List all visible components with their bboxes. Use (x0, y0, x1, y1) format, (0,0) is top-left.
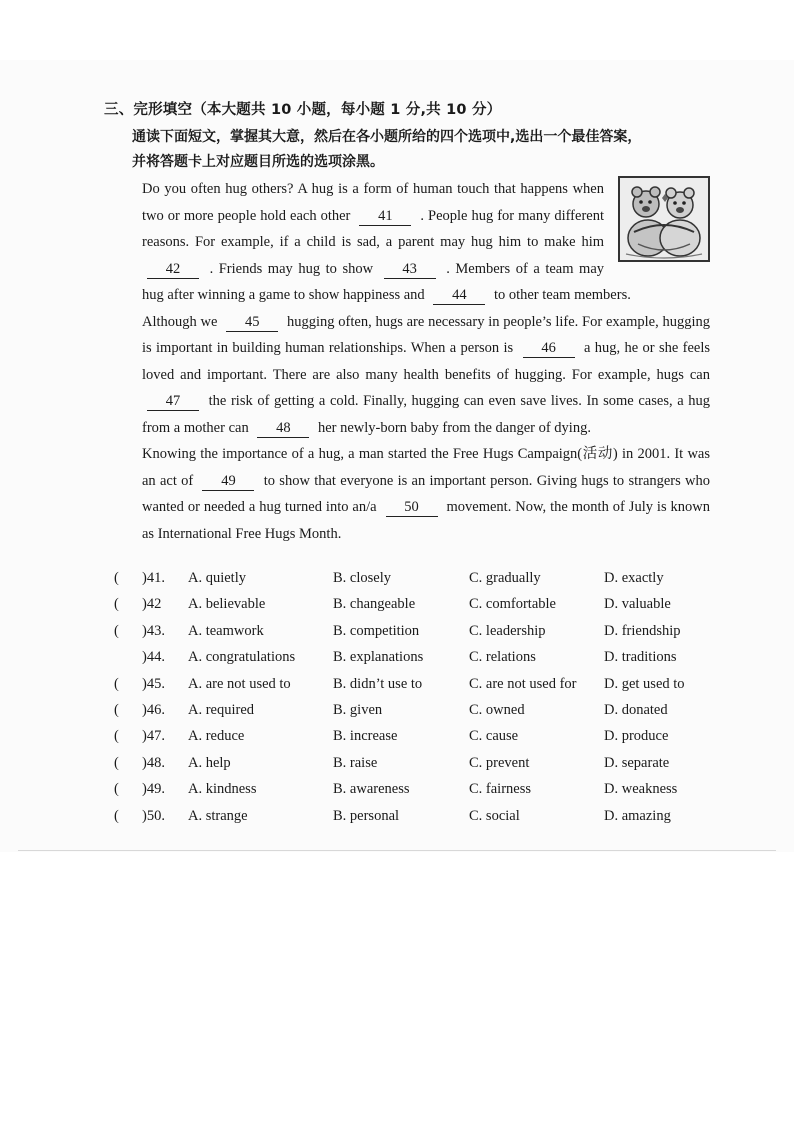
question-row (112, 570, 712, 596)
bears-hugging-illustration (618, 176, 710, 262)
option-d[interactable]: D. friendship (604, 622, 681, 639)
instructions-line-2: 并将答题卡上对应题目所选的选项涂黑。 (132, 154, 384, 170)
option-c[interactable]: C. comfortable (469, 596, 556, 613)
question-number: )49. (142, 781, 165, 798)
question-row (112, 781, 712, 807)
question-row (112, 728, 712, 754)
option-a[interactable]: A. teamwork (188, 622, 264, 639)
option-b[interactable]: B. changeable (333, 596, 416, 613)
option-a[interactable]: A. reduce (188, 728, 245, 745)
passage-text: Knowing the importance of a hug, a man started the Free Hugs Campaign(活动) in 2001. It was an act of (142, 446, 710, 489)
sheet-bottom-divider (18, 850, 776, 851)
option-c[interactable]: C. prevent (469, 754, 530, 771)
option-c[interactable]: C. gradually (469, 570, 541, 586)
blank-49: 49 (202, 472, 254, 491)
option-b[interactable]: B. personal (333, 807, 400, 824)
blank-48: 48 (257, 419, 309, 438)
option-b[interactable]: B. didn’t use to (333, 675, 423, 692)
question-row (112, 702, 712, 728)
answer-paren[interactable]: ( (114, 570, 119, 586)
passage-text: to show that everyone is an important person. Giving hugs to strangers who wanted or needed a hug turned into an/a (142, 472, 711, 515)
passage-text: to other team members. (493, 287, 631, 303)
blank-47: 47 (147, 392, 199, 411)
option-a[interactable]: A. help (188, 754, 231, 771)
paragraph-2 (112, 309, 710, 442)
blank-42: 42 (147, 260, 199, 279)
option-d[interactable]: D. weakness (604, 781, 678, 798)
instructions-line-1: 通读下面短文，掌握其大意，然后在各小题所给的四个选项中,选出一个最佳答案， (132, 129, 642, 145)
answer-paren[interactable]: ( (114, 675, 119, 692)
option-d[interactable]: D. produce (604, 728, 669, 745)
question-row (112, 676, 712, 702)
question-number: )47. (142, 728, 165, 745)
option-b[interactable]: B. competition (333, 622, 420, 639)
question-row (112, 649, 712, 675)
question-number: )46. (142, 701, 165, 718)
bears-hugging-icon (620, 178, 708, 260)
answer-paren[interactable]: ( (114, 754, 119, 771)
blank-45: 45 (226, 313, 278, 332)
question-number: )45. (142, 675, 165, 692)
question-number: )50. (142, 807, 165, 824)
passage-text: Do you often hug others? A hug is a form of human touch that happens when two or more people hold each other (142, 181, 604, 224)
option-d[interactable]: D. separate (604, 754, 670, 771)
option-d[interactable]: D. exactly (604, 570, 664, 586)
section-title: 三、完形填空（本大题共 10 小题，每小题 1 分,共 10 分） (104, 102, 502, 118)
option-b[interactable]: B. closely (333, 570, 391, 586)
passage-text: . Members of a team may hug after winning a game to show happiness and (142, 260, 605, 303)
question-number: )41. (142, 570, 165, 586)
question-row (112, 808, 712, 834)
option-c[interactable]: C. cause (469, 728, 519, 745)
option-c[interactable]: C. social (469, 807, 520, 824)
answer-paren[interactable]: ( (114, 807, 119, 824)
paragraph-3 (112, 441, 710, 547)
cloze-passage (112, 176, 710, 547)
passage-text: . Friends may hug to show (209, 260, 374, 277)
question-number: )43. (142, 622, 165, 639)
answer-paren[interactable]: ( (114, 622, 119, 639)
answer-paren[interactable]: ( (114, 781, 119, 798)
option-b[interactable]: B. increase (333, 728, 398, 745)
option-d[interactable]: D. traditions (604, 649, 677, 666)
option-c[interactable]: C. leadership (469, 622, 546, 639)
blank-44: 44 (433, 286, 485, 305)
passage-text: Although we (142, 313, 218, 330)
blank-46: 46 (523, 339, 575, 358)
blank-50: 50 (386, 498, 438, 517)
option-d[interactable]: D. valuable (604, 596, 671, 613)
passage-text: . People hug for many different reasons. For example, if a child is sad, a parent may hug him to make him (142, 207, 604, 250)
option-a[interactable]: A. kindness (188, 781, 257, 798)
passage-text: her newly-born baby from the danger of dying. (317, 419, 591, 436)
passage-text: the risk of getting a cold. Finally, hugging can even save lives. In some cases, a hug from a mother can (142, 393, 711, 436)
blank-41: 41 (359, 207, 411, 226)
option-b[interactable]: B. explanations (333, 649, 424, 666)
option-a[interactable]: A. congratulations (188, 649, 296, 666)
option-a[interactable]: A. are not used to (188, 675, 291, 692)
answer-paren[interactable]: ( (114, 728, 119, 745)
passage-text: hugging often, hugs are necessary in people’s life. For example, hugging is important in building human relationships. When a person is (142, 313, 710, 356)
option-d[interactable]: D. donated (604, 701, 668, 718)
option-b[interactable]: B. raise (333, 754, 378, 771)
option-a[interactable]: A. quietly (188, 570, 246, 586)
answer-paren[interactable]: ( (114, 596, 119, 613)
paragraph-1 (112, 176, 710, 309)
option-c[interactable]: C. relations (469, 649, 536, 666)
option-a[interactable]: A. required (188, 701, 255, 718)
option-c[interactable]: C. are not used for (469, 675, 577, 692)
passage-text: movement. Now, the month of July is known as International Free Hugs Month. (142, 499, 711, 542)
answer-paren[interactable]: ( (114, 701, 119, 718)
question-row (112, 755, 712, 781)
passage-text: a hug, he or she feels loved and important. There are also many health benefits of hugging. For example, hugs can (142, 340, 711, 383)
option-c[interactable]: C. owned (469, 701, 525, 718)
blank-43: 43 (384, 260, 436, 279)
question-row (112, 623, 712, 649)
question-number: )42 (142, 596, 162, 613)
question-list (112, 570, 712, 834)
option-b[interactable]: B. given (333, 701, 383, 718)
option-a[interactable]: A. believable (188, 596, 266, 613)
question-number: )44. (142, 649, 165, 666)
option-d[interactable]: D. amazing (604, 807, 671, 824)
option-a[interactable]: A. strange (188, 807, 248, 824)
question-number: )48. (142, 754, 165, 771)
option-c[interactable]: C. fairness (469, 781, 532, 798)
option-b[interactable]: B. awareness (333, 781, 410, 798)
question-row (112, 596, 712, 622)
option-d[interactable]: D. get used to (604, 675, 685, 692)
